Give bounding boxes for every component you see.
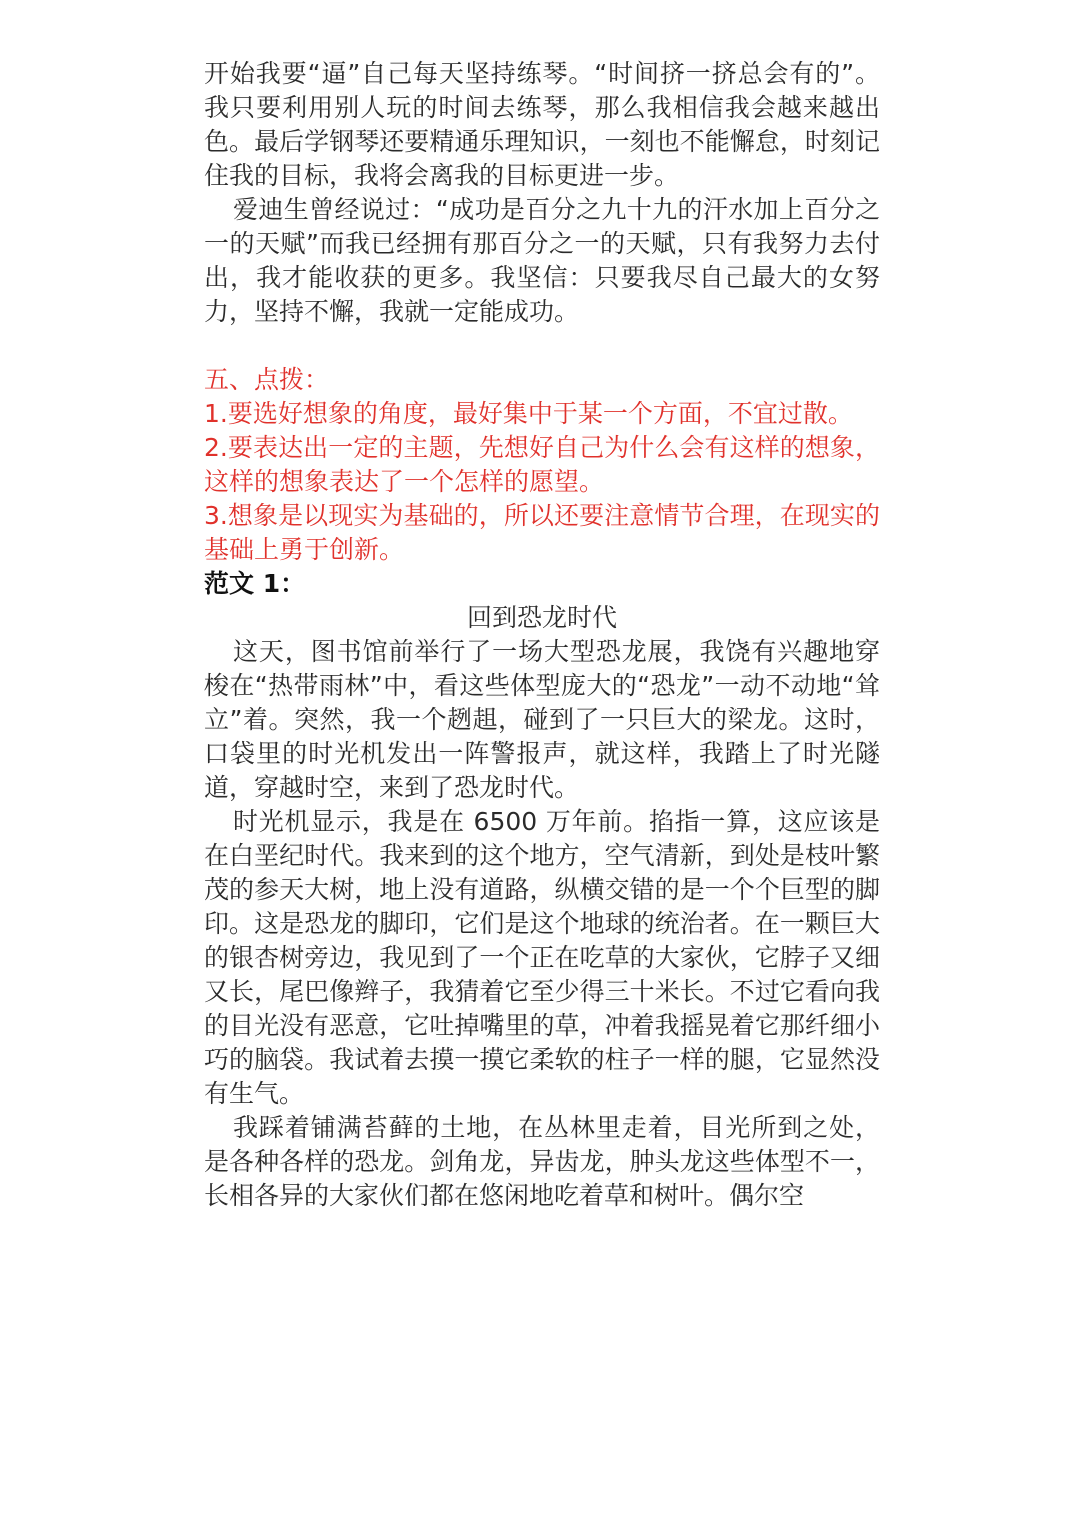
- essay-title: 回到恐龙时代: [466, 603, 617, 632]
- essay-paragraph-1: 这天，图书馆前举行了一场大型恐龙展，我饶有兴趣地穿梭在“热带雨林”中，看这些体型庞大的“恐龙”一动不动地“耸立”着。突然，我一个趔趄，碰到了一只巨大的梁龙。这时，口袋里的时光机发出一阵警报声，就这样，我踏上了时光隧道，穿越时空，来到了恐龙时代。: [204, 637, 880, 802]
- tips-item-3: 3.想象是以现实为基础的，所以还要注意情节合理，在现实的基础上勇于创新。: [204, 501, 880, 564]
- tips-item-2: 2.要表达出一定的主题，先想好自己为什么会有这样的想象，这样的想象表达了一个怎样的愿望。: [204, 433, 880, 496]
- essay-paragraph-3: 我踩着铺满苔藓的土地，在丛林里走着，目光所到之处，是各种各样的恐龙。剑角龙，异齿龙，肿头龙这些体型不一，长相各异的大家伙们都在悠闲地吃着草和树叶。偶尔空: [204, 1113, 880, 1210]
- tips-item-1: 1.要选好想象的角度，最好集中于某一个方面，不宜过散。: [204, 399, 853, 428]
- document-page: [204, 57, 880, 1213]
- tips-heading: 五、点拨：: [204, 365, 330, 394]
- section-gap: [204, 329, 880, 363]
- intro-paragraph-2: 爱迪生曾经说过：“成功是百分之九十九的汗水加上百分之一的天赋”而我已经拥有那百分之一的天赋，只有我努力去付出，我才能收获的更多。我坚信：只要我尽自己最大的女努力，坚持不懈，我就一定能成功。: [204, 195, 880, 326]
- essay-label: 范文 1：: [204, 569, 306, 598]
- intro-paragraph-1: 开始我要“逼”自己每天坚持练琴。“时间挤一挤总会有的”。我只要利用别人玩的时间去练琴，那么我相信我会越来越出色。最后学钢琴还要精通乐理知识，一刻也不能懈怠，时刻记住我的目标，我将会离我的目标更进一步。: [204, 59, 880, 190]
- essay-paragraph-2: 时光机显示，我是在 6500 万年前。掐指一算，这应该是在白垩纪时代。我来到的这个地方，空气清新，到处是枝叶繁茂的参天大树，地上没有道路，纵横交错的是一个个巨型的脚印。这是恐龙的脚印，它们是这个地球的统治者。在一颗巨大的银杏树旁边，我见到了一个正在吃草的大家伙，它脖子又细又长，尾巴像辫子，我猜着它至少得三十米长。不过它看向我的目光没有恶意，它吐掉嘴里的草，冲着我摇晃着它那纤细小巧的脑袋。我试着去摸一摸它柔软的柱子一样的腿，它显然没有生气。: [204, 807, 880, 1108]
